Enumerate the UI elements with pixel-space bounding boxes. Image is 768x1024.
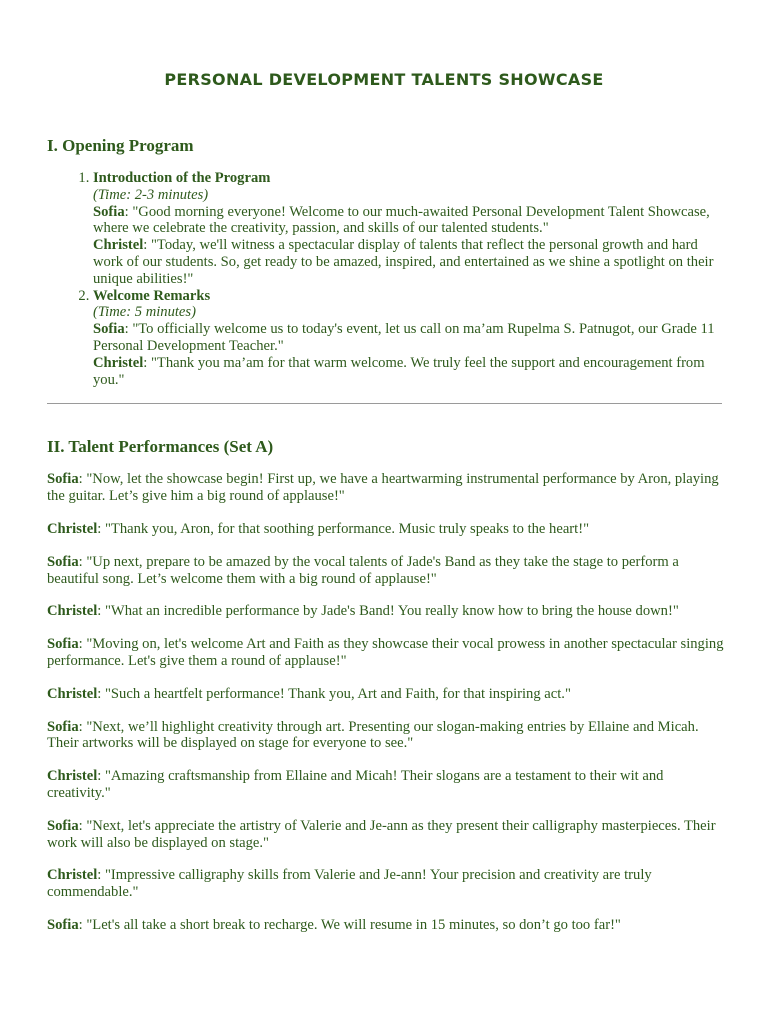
speaker-name: Sofia	[47, 471, 79, 488]
dialogue-paragraph	[47, 917, 727, 934]
section-heading-talent-performances: II. Talent Performances (Set A)	[47, 437, 274, 457]
dialogue-text: : "What an incredible performance by Jade's Band! You really know how to bring the house down!"	[97, 603, 679, 620]
dialogue-text: : "Next, we’ll highlight creativity through art. Presenting our slogan-making entries by Ellaine and Micah. Their artworks will be displayed on stage for everyone to see."	[47, 718, 699, 752]
dialogue-line	[93, 237, 727, 287]
speaker-name: Sofia	[47, 553, 79, 570]
speaker-name: Christel	[47, 520, 98, 537]
speaker-name: Christel	[47, 768, 98, 785]
speaker-name: Sofia	[93, 321, 125, 338]
dialogue-paragraph	[47, 768, 727, 802]
speaker-name: Christel	[93, 237, 144, 254]
speaker-name: Christel	[93, 354, 144, 371]
dialogue-paragraph	[47, 471, 727, 505]
document-body	[47, 136, 727, 950]
speaker-name: Sofia	[93, 203, 125, 220]
dialogue-line	[93, 321, 727, 355]
dialogue-text: : "Next, let's appreciate the artistry of Valerie and Je-ann as they present their calligraphy masterpieces. Their work will also be displayed on stage."	[47, 817, 716, 851]
list-item-introduction	[93, 170, 727, 288]
dialogue-text: : "To officially welcome us to today's event, let us call on ma’am Rupelma S. Patnugot, our Grade 11 Personal Development Teacher."	[93, 321, 715, 354]
dialogue-text: : "Now, let the showcase begin! First up, we have a heartwarming instrumental performance by Aron, playing the guitar. Let’s give him a big round of applause!"	[47, 471, 719, 505]
speaker-name: Christel	[47, 603, 98, 620]
dialogue-text: : "Up next, prepare to be amazed by the vocal talents of Jade's Band as they take the stage to perform a beautiful song. Let’s welcome them with a big round of applause!"	[47, 553, 679, 587]
speaker-name: Sofia	[47, 718, 79, 735]
list-item-welcome-remarks	[93, 288, 727, 389]
dialogue-text: : "Impressive calligraphy skills from Valerie and Je-ann! Your precision and creativity are truly commendable."	[47, 867, 652, 901]
dialogue-paragraph	[47, 686, 727, 703]
dialogue-paragraph	[47, 636, 727, 670]
section-divider	[47, 403, 722, 404]
speaker-name: Sofia	[47, 636, 79, 653]
section-heading-opening-program: I. Opening Program	[47, 136, 194, 155]
speaker-name: Sofia	[47, 916, 79, 933]
dialogue-text: : "Let's all take a short break to recharge. We will resume in 15 minutes, so don’t go too far!"	[78, 916, 621, 933]
dialogue-text: : "Moving on, let's welcome Art and Faith as they showcase their vocal prowess in another spectacular singing performance. Let's give them a round of applause!"	[47, 636, 724, 669]
dialogue-paragraph	[47, 818, 727, 852]
dialogue-paragraph	[47, 521, 727, 538]
dialogue-paragraph	[47, 554, 727, 588]
dialogue-text: : "Such a heartfelt performance! Thank you, Art and Faith, for that inspiring act."	[97, 685, 571, 702]
dialogue-text: : "Amazing craftsmanship from Ellaine and Micah! Their slogans are a testament to their wit and creativity."	[47, 768, 664, 801]
item-time: (Time: 2-3 minutes)	[93, 186, 209, 203]
item-time: (Time: 5 minutes)	[93, 304, 196, 321]
opening-program-list	[47, 170, 727, 388]
dialogue-text: : "Thank you ma’am for that warm welcome. We truly feel the support and encouragement from you."	[93, 354, 705, 388]
dialogue-text: : "Thank you, Aron, for that soothing performance. Music truly speaks to the heart!"	[97, 520, 590, 537]
document-title: PERSONAL DEVELOPMENT TALENTS SHOWCASE	[164, 70, 604, 89]
talent-dialogue	[47, 471, 727, 933]
dialogue-line	[93, 355, 727, 389]
item-title: 1. Introduction of the Program	[93, 170, 271, 186]
dialogue-paragraph	[47, 603, 727, 620]
dialogue-text: : "Today, we'll witness a spectacular display of talents that reflect the personal growth and hard work of our students. So, get ready to be amazed, inspired, and entertained as we shine a spotlight on their unique abilities!"	[93, 237, 714, 287]
dialogue-paragraph	[47, 719, 727, 753]
item-title: 2. Welcome Remarks	[93, 287, 211, 304]
dialogue-paragraph	[47, 867, 727, 901]
dialogue-line	[93, 204, 727, 238]
speaker-name: Christel	[47, 685, 98, 702]
dialogue-text: : "Good morning everyone! Welcome to our much-awaited Personal Development Talent Showcase, where we celebrate the creativity, passion, and skills of our talented students."	[93, 203, 710, 237]
speaker-name: Christel	[47, 867, 98, 884]
speaker-name: Sofia	[47, 817, 79, 834]
